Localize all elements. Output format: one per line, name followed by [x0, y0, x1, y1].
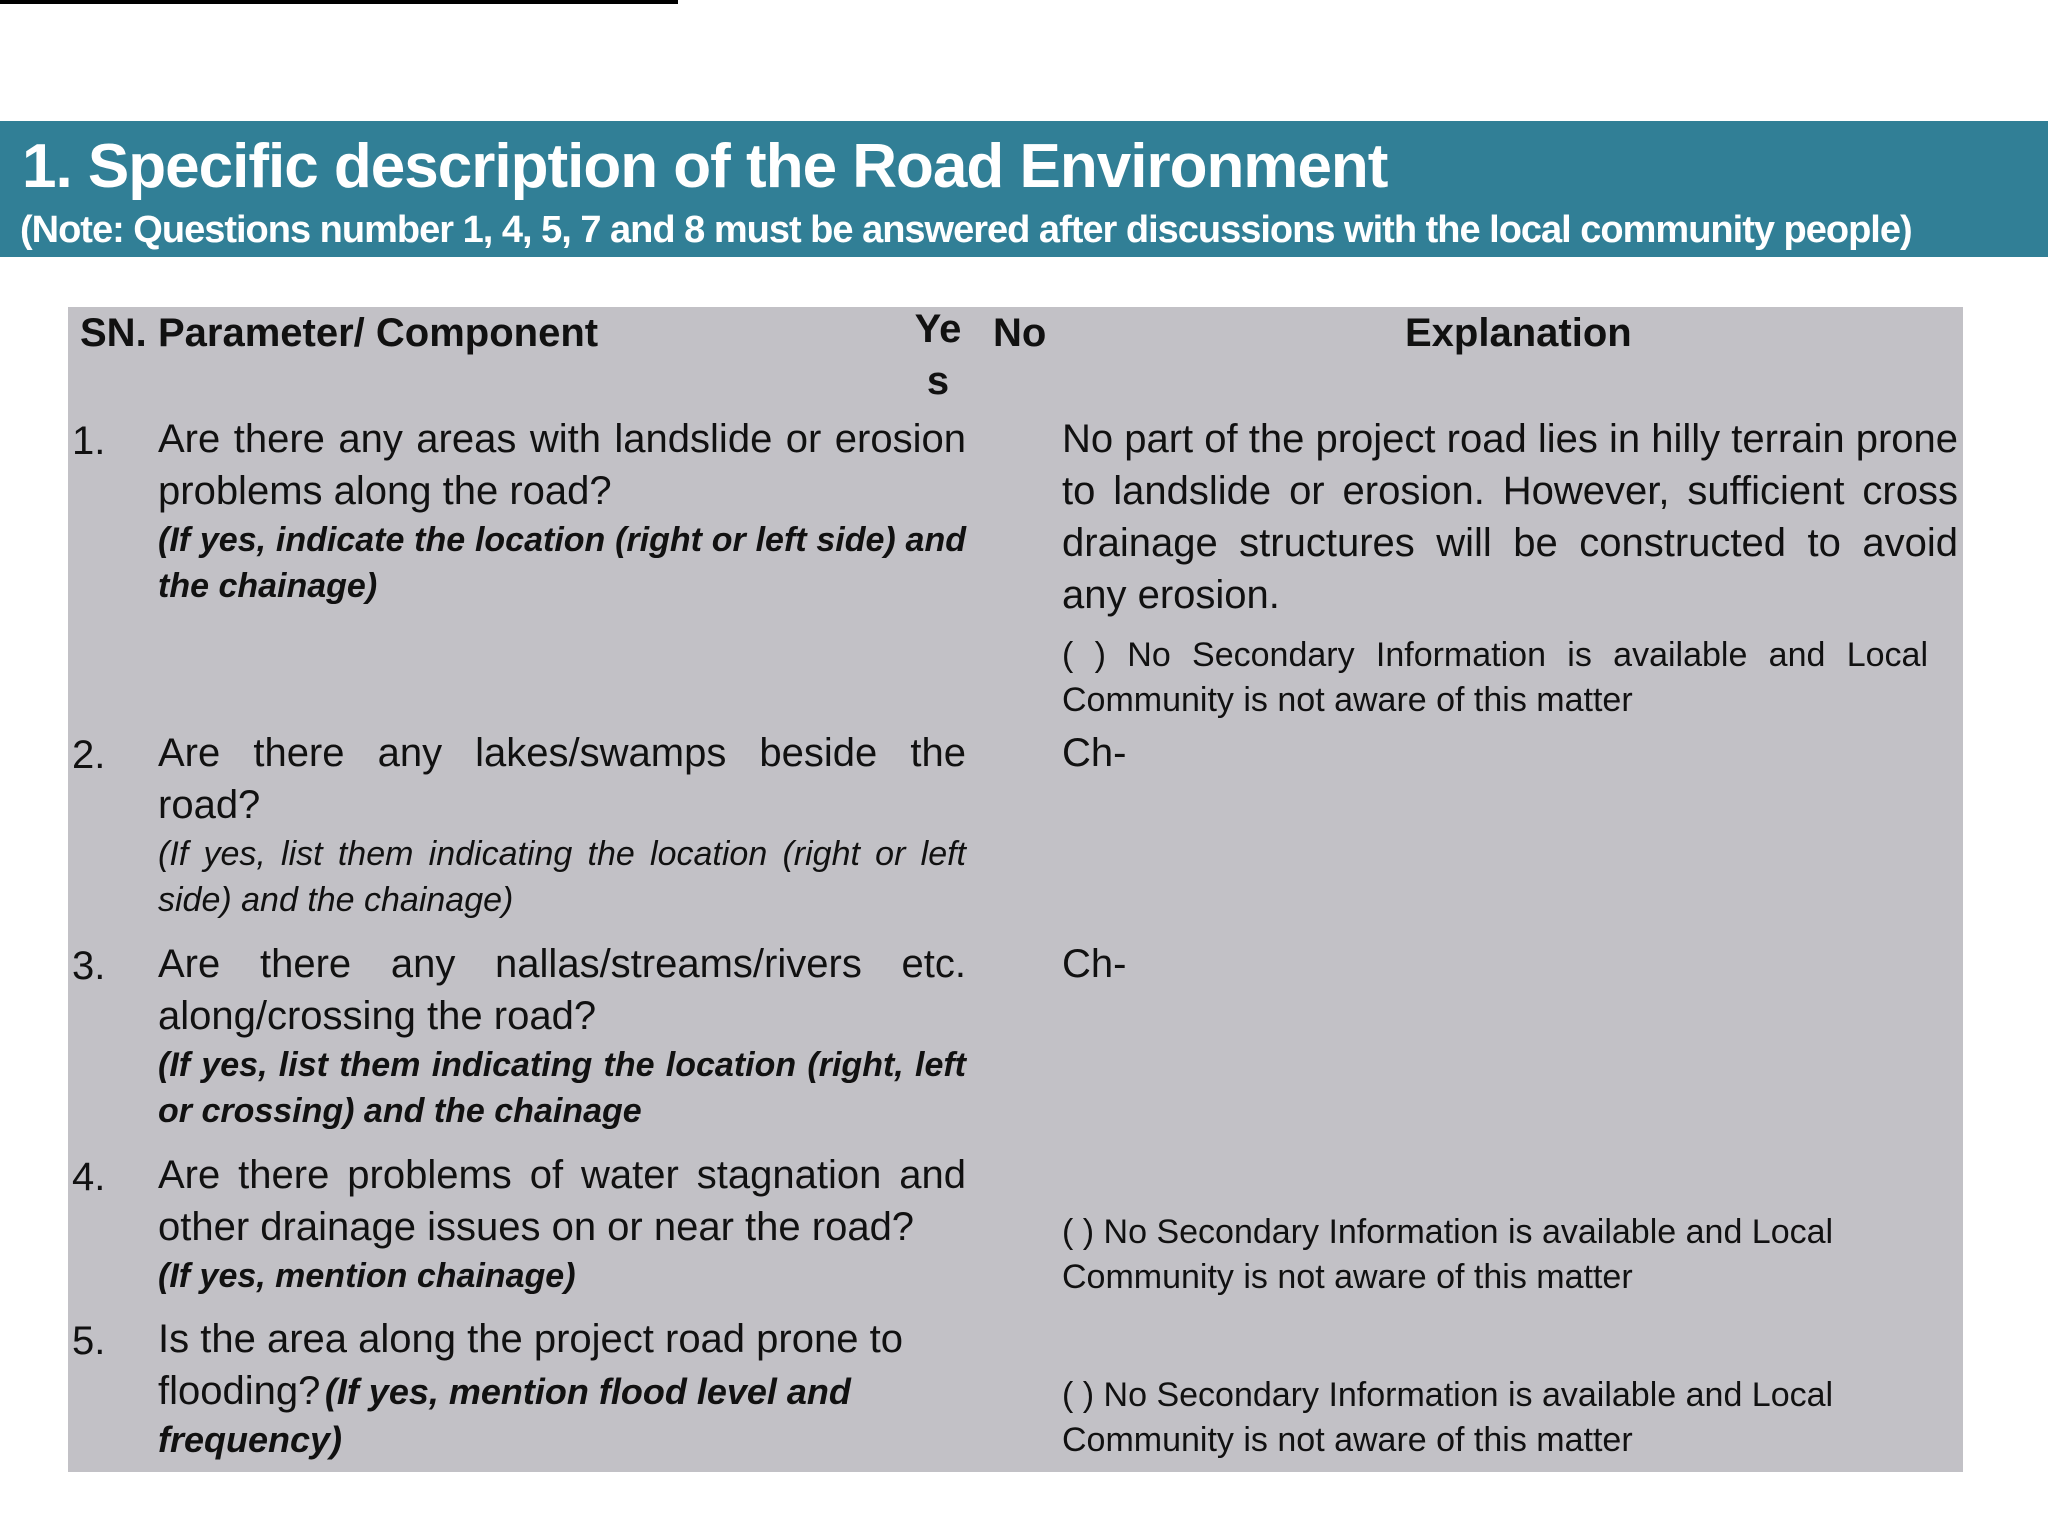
row-5-hint: (If yes, mention flood level and frequency) — [158, 1371, 851, 1460]
header-sn: SN. — [80, 311, 147, 355]
row-1-hint: (If yes, indicate the location (right or left side) and the chainage) — [158, 521, 966, 605]
row-4-question: Are there problems of water stagnation and other drainage issues on or near the road? — [158, 1153, 966, 1249]
row-1-sn: 1. — [72, 419, 106, 463]
row-4-hint: (If yes, mention chainage) — [158, 1257, 576, 1295]
row-4-sn: 4. — [72, 1155, 106, 1199]
row-4-parameter — [158, 1149, 966, 1299]
header-no: No — [993, 311, 1047, 355]
header-explanation: Explanation — [1405, 311, 1632, 355]
row-5-secondary-info: ( ) No Secondary Information is available and Local Community is not aware of this matter — [1062, 1376, 1834, 1459]
row-5-question: Is the area along the project road prone to flooding? — [158, 1317, 903, 1413]
row-1-explanation: No part of the project road lies in hilly terrain prone to landslide or erosion. However, sufficient cross drainage structures will be constructed to avoid any erosion. — [1062, 417, 1959, 617]
row-2-explanation: Ch- — [1062, 731, 1127, 775]
section-note: (Note: Questions number 1, 4, 5, 7 and 8 must be answered after discussions with the local community people) — [20, 209, 1912, 251]
checklist-table — [68, 307, 1963, 1472]
row-3-question: Are there any nallas/streams/rivers etc. along/crossing the road? — [158, 942, 966, 1038]
header-yes: Ye s — [914, 307, 962, 403]
row-2-sn: 2. — [72, 733, 106, 777]
row-5-parameter — [158, 1313, 966, 1463]
row-3-hint: (If yes, list them indicating the location (right, left or crossing) and the chainage — [158, 1046, 966, 1130]
row-2-hint: (If yes, list them indicating the location (right or left side) and the chainage) — [158, 835, 966, 919]
row-1-parameter — [158, 413, 966, 609]
row-3-explanation: Ch- — [1062, 942, 1127, 986]
header-parameter: Parameter/ Component — [158, 311, 599, 355]
row-1-secondary-info: ( ) No Secondary Information is available and Local Community is not aware of this matter — [1062, 636, 1928, 719]
row-2-question: Are there any lakes/swamps beside the road? — [158, 731, 966, 827]
row-2-parameter — [158, 727, 966, 923]
top-rule — [0, 0, 678, 4]
row-1-question: Are there any areas with landslide or erosion problems along the road? — [158, 417, 966, 513]
section-banner — [0, 121, 2048, 257]
row-3-sn: 3. — [72, 944, 106, 988]
section-title: 1. Specific description of the Road Environment — [22, 132, 1388, 201]
row-1-explanation-cell — [1062, 413, 1958, 723]
row-3-parameter — [158, 938, 966, 1134]
row-4-secondary-info: ( ) No Secondary Information is available and Local Community is not aware of this matter — [1062, 1213, 1834, 1296]
row-5-sn: 5. — [72, 1319, 106, 1363]
